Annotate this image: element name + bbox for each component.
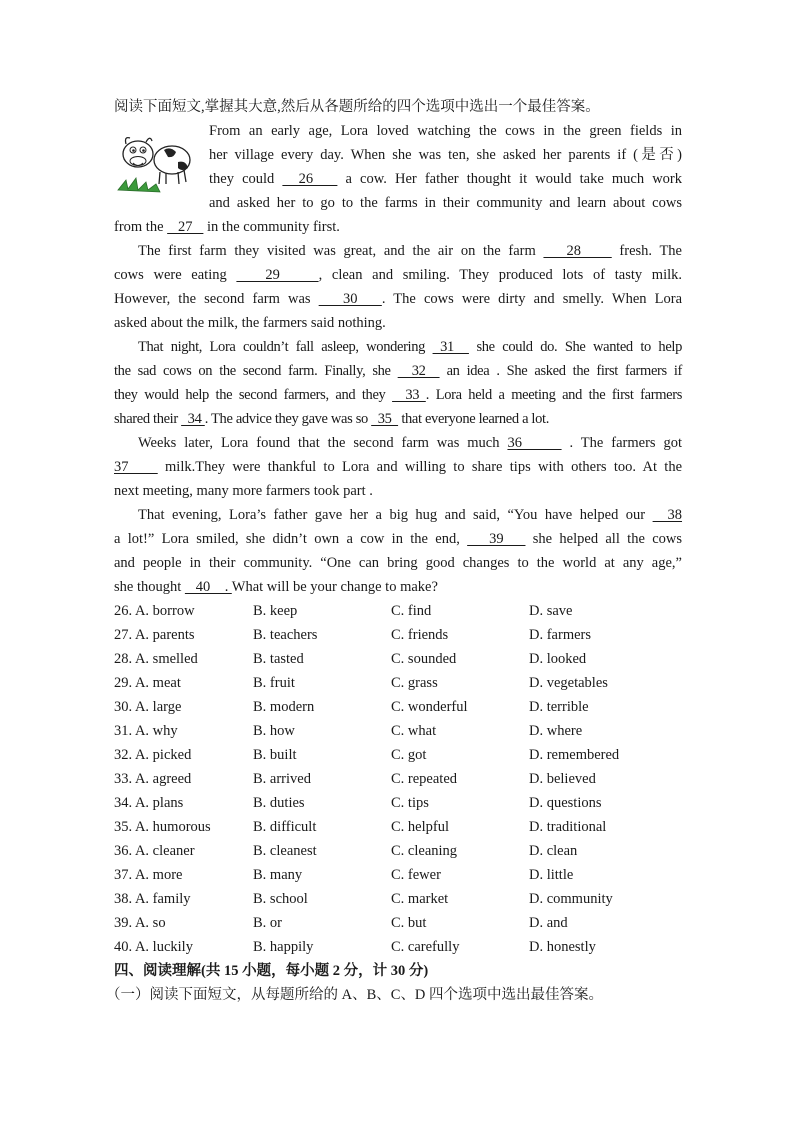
passage-text: she thought — [114, 579, 185, 595]
option-choice: 38. A. family — [114, 891, 191, 907]
passage-text: , clean and smiling. They produced lots of tasty milk. — [318, 267, 682, 283]
passage-line — [114, 359, 682, 383]
passage-line — [114, 311, 682, 335]
passage-text: However, the second farm was — [114, 291, 319, 307]
option-choice: C. tips — [391, 795, 429, 811]
option-choice: B. duties — [253, 795, 305, 811]
option-choice: B. or — [253, 915, 282, 931]
option-choice: B. keep — [253, 603, 298, 619]
option-choice: D. clean — [529, 843, 578, 859]
option-choice: B. many — [253, 867, 303, 883]
blank-number: 30 — [318, 291, 382, 307]
option-choice: C. grass — [391, 675, 438, 691]
passage-text: . The farmers got — [561, 435, 683, 451]
option-choice: C. but — [391, 915, 427, 931]
passage-text: she helped all the cows — [525, 531, 682, 547]
passage-text: next meeting, many more farmers took part . — [114, 483, 373, 499]
option-choice: C. cleaning — [391, 843, 458, 859]
option-choice: B. tasted — [253, 651, 304, 667]
option-choice: 40. A. luckily — [114, 939, 193, 955]
option-choice: 31. A. why — [114, 723, 178, 739]
option-choice: B. cleanest — [253, 843, 317, 859]
option-row — [114, 815, 682, 839]
passage-text: From an early age, Lora loved watching the cows in the green fields in — [209, 123, 682, 139]
passage-text: milk.They were thankful to Lora and willing to share tips with others too. At the — [157, 459, 683, 475]
passage-text: in the community first. — [203, 219, 340, 235]
passage-text: That evening, Lora’s father gave her a big hug and said, “You have helped our — [138, 507, 653, 523]
option-choice: B. school — [253, 891, 308, 907]
passage-text: she could do. She wanted to help — [468, 339, 682, 355]
passage-line — [114, 407, 682, 431]
passage-text: an idea . She asked the first farmers if — [439, 363, 682, 379]
option-choice: D. and — [529, 915, 568, 931]
passage-text: That night, Lora couldn’t fall asleep, wondering — [138, 339, 433, 355]
option-row — [114, 599, 682, 623]
option-choice: 32. A. picked — [114, 747, 192, 763]
passage-line — [114, 335, 682, 359]
passage-line — [114, 455, 682, 479]
option-choice: D. vegetables — [529, 675, 608, 691]
passage-text: the sad cows on the second farm. Finally, she — [114, 363, 398, 379]
option-row — [114, 935, 682, 959]
option-choice: C. wonderful — [391, 699, 468, 715]
blank-number: 39 — [467, 531, 526, 547]
option-row — [114, 911, 682, 935]
section-heading: 四、阅读理解(共 15 小题，每小题 2 分，计 30 分) — [114, 963, 429, 979]
passage-line — [114, 431, 682, 455]
passage-line — [114, 119, 682, 143]
option-choice: 35. A. humorous — [114, 819, 211, 835]
option-choice: B. difficult — [253, 819, 317, 835]
passage-line — [114, 287, 682, 311]
option-row — [114, 839, 682, 863]
option-choice: C. market — [391, 891, 449, 907]
option-row — [114, 863, 682, 887]
option-choice: 30. A. large — [114, 699, 182, 715]
blank-number: 28 — [543, 243, 612, 259]
passage-text: that everyone learned a lot. — [398, 411, 549, 427]
option-choice: D. looked — [529, 651, 587, 667]
option-choice: C. repeated — [391, 771, 458, 787]
passage-line — [114, 479, 682, 503]
passage-text: Weeks later, Lora found that the second farm was much — [138, 435, 508, 451]
option-choice: C. fewer — [391, 867, 441, 883]
option-choice: C. what — [391, 723, 437, 739]
passage-line — [114, 263, 682, 287]
sub-instruction: （一）阅读下面短文，从每题所给的 A、B、C、D 四个选项中选出最佳答案。 — [106, 987, 604, 1003]
option-choice: B. arrived — [253, 771, 311, 787]
option-row — [114, 767, 682, 791]
passage-line — [114, 167, 682, 191]
passage-text: shared their — [114, 411, 182, 427]
passage-text: The first farm they visited was great, and the air on the farm — [138, 243, 544, 259]
option-choice: D. where — [529, 723, 583, 739]
blank-number: 31 — [432, 339, 469, 355]
passage-line — [114, 215, 682, 239]
option-choice: D. terrible — [529, 699, 589, 715]
passage-text: and asked her to go to the farms in their community and learn about cows — [209, 195, 682, 211]
option-choice: D. farmers — [529, 627, 592, 643]
option-choice: C. find — [391, 603, 432, 619]
blank-number: 38 — [652, 507, 683, 523]
blank-number: 29 — [236, 267, 319, 283]
blank-number: 33 — [392, 387, 426, 403]
passage-text: they would help the second farmers, and they — [114, 387, 393, 403]
passage-line — [114, 527, 682, 551]
option-choice: 34. A. plans — [114, 795, 184, 811]
option-row — [114, 743, 682, 767]
passage-text: What will be your change to make? — [231, 579, 438, 595]
option-choice: B. built — [253, 747, 297, 763]
option-row — [114, 791, 682, 815]
option-row — [114, 695, 682, 719]
passage-line — [114, 239, 682, 263]
passage-line — [114, 191, 682, 215]
option-choice: C. sounded — [391, 651, 457, 667]
passage-text: . Lora held a meeting and the first farmers — [425, 387, 682, 403]
option-choice: D. save — [529, 603, 573, 619]
option-choice: 36. A. cleaner — [114, 843, 195, 859]
option-choice: C. friends — [391, 627, 449, 643]
blank-number: 26 — [282, 171, 338, 187]
blank-number: 32 — [397, 363, 440, 379]
blank-number: 37 — [114, 459, 158, 475]
passage-text: asked about the milk, the farmers said nothing. — [114, 315, 386, 331]
blank-number: 35 — [371, 411, 399, 427]
option-choice: 37. A. more — [114, 867, 183, 883]
option-choice: 28. A. smelled — [114, 651, 198, 667]
passage-text: from the — [114, 219, 168, 235]
passage-text: fresh. The — [611, 243, 682, 259]
option-choice: D. remembered — [529, 747, 620, 763]
option-choice: D. believed — [529, 771, 596, 787]
passage-text: her village every day. When she was ten, she asked her parents if (是否) — [209, 147, 682, 163]
option-choice: D. questions — [529, 795, 602, 811]
passage-text: and people in their community. “One can bring good changes to the world at any age,” — [114, 555, 682, 571]
option-list — [114, 599, 682, 959]
option-choice: 26. A. borrow — [114, 603, 195, 619]
passage-line — [114, 383, 682, 407]
option-choice: 33. A. agreed — [114, 771, 192, 787]
passage-text: . The advice they gave was so — [204, 411, 372, 427]
option-row — [114, 647, 682, 671]
option-choice: D. honestly — [529, 939, 596, 955]
option-choice: D. traditional — [529, 819, 607, 835]
option-row — [114, 719, 682, 743]
passage-line — [114, 551, 682, 575]
blank-number: 40 . — [184, 579, 232, 595]
blank-number: 27 — [167, 219, 204, 235]
passage-text: they could — [209, 171, 283, 187]
option-choice: B. modern — [253, 699, 315, 715]
option-choice: B. teachers — [253, 627, 318, 643]
option-row — [114, 623, 682, 647]
option-choice: D. little — [529, 867, 574, 883]
passage-text: a cow. Her father thought it would take much work — [337, 171, 683, 187]
instruction: 阅读下面短文,掌握其大意,然后从各题所给的四个选项中选出一个最佳答案。 — [114, 99, 600, 115]
passage-line — [114, 143, 682, 167]
option-row — [114, 887, 682, 911]
option-choice: B. happily — [253, 939, 314, 955]
option-choice: 29. A. meat — [114, 675, 181, 691]
option-choice: C. carefully — [391, 939, 460, 955]
page-body — [106, 95, 683, 1007]
option-choice: C. helpful — [391, 819, 449, 835]
passage-text: . The cows were dirty and smelly. When Lora — [381, 291, 683, 307]
option-choice: B. how — [253, 723, 295, 739]
blank-number: 34 — [181, 411, 205, 427]
passage — [114, 119, 682, 599]
option-choice: 27. A. parents — [114, 627, 195, 643]
passage-line — [114, 503, 682, 527]
passage-text: a lot!” Lora smiled, she didn’t own a cow in the end, — [114, 531, 468, 547]
passage-line — [114, 575, 682, 599]
option-choice: 39. A. so — [114, 915, 166, 931]
passage-text: cows were eating — [114, 267, 237, 283]
option-row — [114, 671, 682, 695]
option-choice: C. got — [391, 747, 427, 763]
option-choice: B. fruit — [253, 675, 295, 691]
blank-number: 36 — [507, 435, 562, 451]
option-choice: D. community — [529, 891, 613, 907]
